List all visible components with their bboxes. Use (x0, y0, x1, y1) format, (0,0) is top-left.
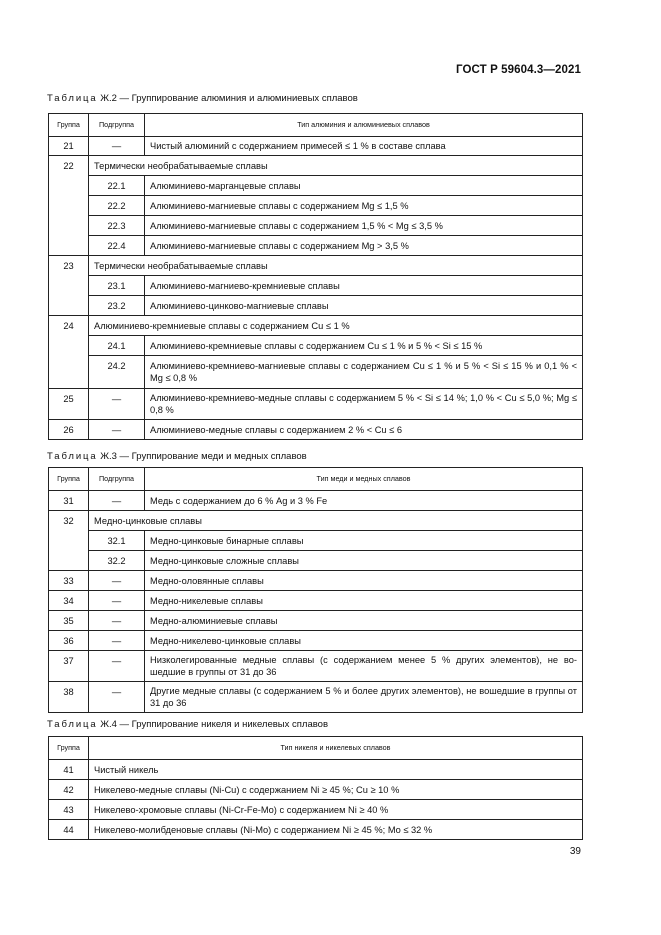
subgroup-cell: — (89, 491, 145, 511)
type-cell: Никелево-молибденовые сплавы (Ni-Mo) с содержанием Ni ≥ 45 %; Mo ≤ 32 % (89, 820, 583, 840)
type-cell: Алюминиево-магниевые сплавы с содержанием Mg ≤ 1,5 % (145, 196, 583, 216)
group-cell: 33 (49, 571, 89, 591)
table-row (49, 296, 583, 316)
group-cell: 38 (49, 682, 89, 713)
type-cell: Медно-цинковые бинарные сплавы (145, 531, 583, 551)
type-cell: Чистый никель (89, 760, 583, 780)
subgroup-cell: 32.2 (89, 551, 145, 571)
group-cell: 35 (49, 611, 89, 631)
group-cell: 42 (49, 780, 89, 800)
table-row (49, 531, 583, 551)
group-title-cell: Термически необрабатываемые сплавы (89, 156, 583, 176)
type-cell: Медно-алюминиевые сплавы (145, 611, 583, 631)
caption-prefix: Таблица (47, 451, 98, 462)
table-row (49, 137, 583, 156)
type-cell: Медно-оловянные сплавы (145, 571, 583, 591)
table-zh3 (48, 467, 583, 713)
subgroup-cell: 22.2 (89, 196, 145, 216)
type-cell: Низколегированные медные сплавы (с содержанием менее 5 % других элементов), не во-шедшие в группы от 31 до 36 (145, 651, 583, 682)
table-row (49, 511, 583, 531)
type-cell: Алюминиево-марганцевые сплавы (145, 176, 583, 196)
table-row (49, 651, 583, 682)
table-row (49, 256, 583, 276)
caption-text: Ж.3 — Группирование меди и медных сплавов (100, 451, 307, 462)
type-cell: Чистый алюминий с содержанием примесей ≤ 1 % в составе сплава (145, 137, 583, 156)
table-row (49, 682, 583, 713)
type-cell: Медно-цинковые сложные сплавы (145, 551, 583, 571)
subgroup-cell: — (89, 389, 145, 420)
table-zh2-caption (47, 93, 358, 104)
subgroup-cell: 22.4 (89, 236, 145, 256)
group-cell: 41 (49, 760, 89, 780)
caption-prefix: Таблица (47, 719, 98, 730)
caption-text: Ж.4 — Группирование никеля и никелевых сплавов (100, 719, 328, 730)
table-row (49, 236, 583, 256)
type-cell: Алюминиево-медные сплавы с содержанием 2 % < Cu ≤ 6 (145, 420, 583, 440)
type-cell: Алюминиево-кремниевые сплавы с содержанием Cu ≤ 1 % и 5 % < Si ≤ 15 % (145, 336, 583, 356)
subgroup-cell: 24.1 (89, 336, 145, 356)
table-row (49, 196, 583, 216)
group-cell: 23 (49, 256, 89, 316)
type-cell: Медь с содержанием до 6 % Ag и 3 % Fe (145, 491, 583, 511)
table-row (49, 316, 583, 336)
col-header-type: Тип меди и медных сплавов (145, 468, 583, 491)
subgroup-cell: — (89, 571, 145, 591)
subgroup-cell: 23.2 (89, 296, 145, 316)
subgroup-cell: — (89, 651, 145, 682)
table-row (49, 389, 583, 420)
subgroup-cell: — (89, 682, 145, 713)
group-title-cell: Термически необрабатываемые сплавы (89, 256, 583, 276)
document-code: ГОСТ Р 59604.3—2021 (456, 64, 581, 76)
type-cell: Алюминиево-магниево-кремниевые сплавы (145, 276, 583, 296)
group-cell: 26 (49, 420, 89, 440)
group-cell: 34 (49, 591, 89, 611)
caption-prefix: Таблица (47, 93, 98, 104)
group-cell: 37 (49, 651, 89, 682)
col-header-subgroup: Подгруппа (89, 468, 145, 491)
col-header-type: Тип алюминия и алюминиевых сплавов (145, 114, 583, 137)
group-cell: 43 (49, 800, 89, 820)
table-header-row (49, 468, 583, 491)
table-row (49, 336, 583, 356)
table-row (49, 631, 583, 651)
table-header-row (49, 737, 583, 760)
col-header-group: Группа (49, 468, 89, 491)
caption-text: Ж.2 — Группирование алюминия и алюминиевых сплавов (100, 93, 358, 104)
group-cell: 31 (49, 491, 89, 511)
group-cell: 24 (49, 316, 89, 389)
type-cell: Другие медные сплавы (с содержанием 5 % и более других элементов), не вошедшие в группы от 31 до 36 (145, 682, 583, 713)
type-cell: Медно-никелевые сплавы (145, 591, 583, 611)
table-zh2 (48, 113, 583, 440)
subgroup-cell: 22.1 (89, 176, 145, 196)
table-header-row (49, 114, 583, 137)
subgroup-cell: — (89, 631, 145, 651)
subgroup-cell: — (89, 611, 145, 631)
subgroup-cell: 24.2 (89, 356, 145, 389)
subgroup-cell: — (89, 137, 145, 156)
table-row (49, 216, 583, 236)
group-cell: 21 (49, 137, 89, 156)
table-row (49, 356, 583, 389)
type-cell: Алюминиево-кремниево-медные сплавы с содержанием 5 % < Si ≤ 14 %; 1,0 % < Cu ≤ 5,0 %; Mg ≤ 0,8 % (145, 389, 583, 420)
type-cell: Медно-никелево-цинковые сплавы (145, 631, 583, 651)
group-cell: 36 (49, 631, 89, 651)
type-cell: Алюминиево-магниевые сплавы с содержанием Mg > 3,5 % (145, 236, 583, 256)
table-row (49, 176, 583, 196)
table-row (49, 611, 583, 631)
subgroup-cell: 22.3 (89, 216, 145, 236)
type-cell: Никелево-медные сплавы (Ni-Cu) с содержанием Ni ≥ 45 %; Cu ≥ 10 % (89, 780, 583, 800)
type-cell: Никелево-хромовые сплавы (Ni-Cr-Fe-Mo) с содержанием Ni ≥ 40 % (89, 800, 583, 820)
group-title-cell: Медно-цинковые сплавы (89, 511, 583, 531)
table-row (49, 420, 583, 440)
table-row (49, 551, 583, 571)
group-cell: 22 (49, 156, 89, 256)
col-header-group: Группа (49, 737, 89, 760)
type-cell: Алюминиево-кремниево-магниевые сплавы с содержанием Cu ≤ 1 % и 5 % < Si ≤ 15 % и 0,1 % < Mg ≤ 0,8 % (145, 356, 583, 389)
table-row (49, 800, 583, 820)
subgroup-cell: 23.1 (89, 276, 145, 296)
subgroup-cell: — (89, 591, 145, 611)
group-cell: 44 (49, 820, 89, 840)
subgroup-cell: — (89, 420, 145, 440)
table-zh3-caption (47, 451, 307, 462)
table-row (49, 156, 583, 176)
page-number: 39 (569, 846, 581, 857)
table-row (49, 780, 583, 800)
group-title-cell: Алюминиево-кремниевые сплавы с содержанием Cu ≤ 1 % (89, 316, 583, 336)
table-zh4 (48, 736, 583, 840)
type-cell: Алюминиево-цинково-магниевые сплавы (145, 296, 583, 316)
table-row (49, 820, 583, 840)
col-header-type: Тип никеля и никелевых сплавов (89, 737, 583, 760)
col-header-subgroup: Подгруппа (89, 114, 145, 137)
table-row (49, 760, 583, 780)
subgroup-cell: 32.1 (89, 531, 145, 551)
table-row (49, 591, 583, 611)
table-row (49, 491, 583, 511)
group-cell: 32 (49, 511, 89, 571)
col-header-group: Группа (49, 114, 89, 137)
table-row (49, 571, 583, 591)
table-row (49, 276, 583, 296)
table-zh4-caption (47, 719, 328, 730)
group-cell: 25 (49, 389, 89, 420)
type-cell: Алюминиево-магниевые сплавы с содержанием 1,5 % < Mg ≤ 3,5 % (145, 216, 583, 236)
